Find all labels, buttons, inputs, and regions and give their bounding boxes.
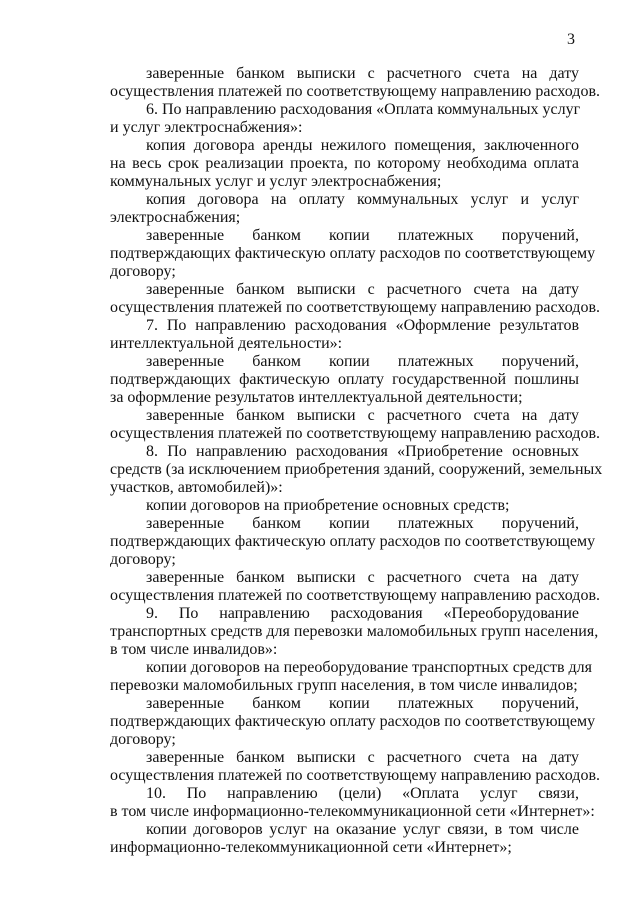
text-line: копии договоров услуг на оказание услуг связи, в том числе <box>146 821 579 838</box>
text-line: осуществления платежей по соответствующему направлению расходов. <box>110 83 600 100</box>
text-line: заверенные банком выписки с расчетного счета на дату <box>146 281 579 298</box>
text-line: копия договора аренды нежилого помещения, заключенного <box>146 137 579 154</box>
text-line: копия договора на оплату коммунальных услуг и услуг <box>146 191 579 208</box>
text-line: 7. По направлению расходования «Оформление результатов <box>146 317 579 334</box>
text-line: информационно-телекоммуникационной сети «Интернет»; <box>110 839 512 856</box>
text-line: за оформление результатов интеллектуальной деятельности; <box>110 389 523 406</box>
document-body <box>110 65 603 857</box>
text-line: подтверждающих фактическую оплату расходов по соответствующему <box>110 713 596 730</box>
text-line: 10. По направлению (цели) «Оплата услуг связи, <box>146 785 579 802</box>
text-line: 8. По направлению расходования «Приобретение основных <box>146 443 579 460</box>
text-line: заверенные банком выписки с расчетного счета на дату <box>146 749 579 766</box>
text-line: 6. По направлению расходования «Оплата коммунальных услуг <box>146 101 581 118</box>
text-line: перевозки маломобильных групп населения, в том числе инвалидов; <box>110 677 578 694</box>
text-line: заверенные банком копии платежных поручений, <box>146 695 579 712</box>
text-line: заверенные банком выписки с расчетного счета на дату <box>146 407 579 424</box>
text-line: осуществления платежей по соответствующему направлению расходов. <box>110 587 600 604</box>
text-line: договору; <box>110 731 176 748</box>
text-line: 9. По направлению расходования «Переоборудование <box>146 605 579 622</box>
text-line: копии договоров на приобретение основных средств; <box>146 497 510 514</box>
text-line: в том числе информационно-телекоммуникационной сети «Интернет»: <box>110 803 595 820</box>
text-line: транспортных средств для перевозки маломобильных групп населения, <box>110 623 599 640</box>
page-number: 3 <box>567 31 575 48</box>
text-line: заверенные банком копии платежных поручений, <box>146 353 579 370</box>
text-line: подтверждающих фактическую оплату расходов по соответствующему <box>110 533 596 550</box>
text-line: и услуг электроснабжения»: <box>110 119 303 136</box>
text-line: на весь срок реализации проекта, по которому необходима оплата <box>110 155 579 172</box>
text-line: интеллектуальной деятельности»: <box>110 335 343 352</box>
text-line: договору; <box>110 263 176 280</box>
text-line: осуществления платежей по соответствующему направлению расходов. <box>110 299 600 316</box>
text-line: электроснабжения; <box>110 209 241 226</box>
text-line: заверенные банком копии платежных поручений, <box>146 515 579 532</box>
text-line: заверенные банком выписки с расчетного счета на дату <box>146 569 579 586</box>
text-line: подтверждающих фактическую оплату расходов по соответствующему <box>110 245 596 262</box>
text-line: участков, автомобилей)»: <box>110 479 283 496</box>
text-line: заверенные банком выписки с расчетного счета на дату <box>146 65 579 82</box>
text-line: коммунальных услуг и услуг электроснабжения; <box>110 173 442 190</box>
text-line: подтверждающих фактическую оплату государственной пошлины <box>110 371 579 388</box>
text-line: осуществления платежей по соответствующему направлению расходов. <box>110 425 600 442</box>
text-line: договору; <box>110 551 176 568</box>
text-line: заверенные банком копии платежных поручений, <box>146 227 579 244</box>
text-line: средств (за исключением приобретения зданий, сооружений, земельных <box>110 461 603 478</box>
text-line: в том числе инвалидов»: <box>110 641 278 658</box>
text-line: копии договоров на переоборудование транспортных средств для <box>146 659 592 676</box>
text-line: осуществления платежей по соответствующему направлению расходов. <box>110 767 600 784</box>
